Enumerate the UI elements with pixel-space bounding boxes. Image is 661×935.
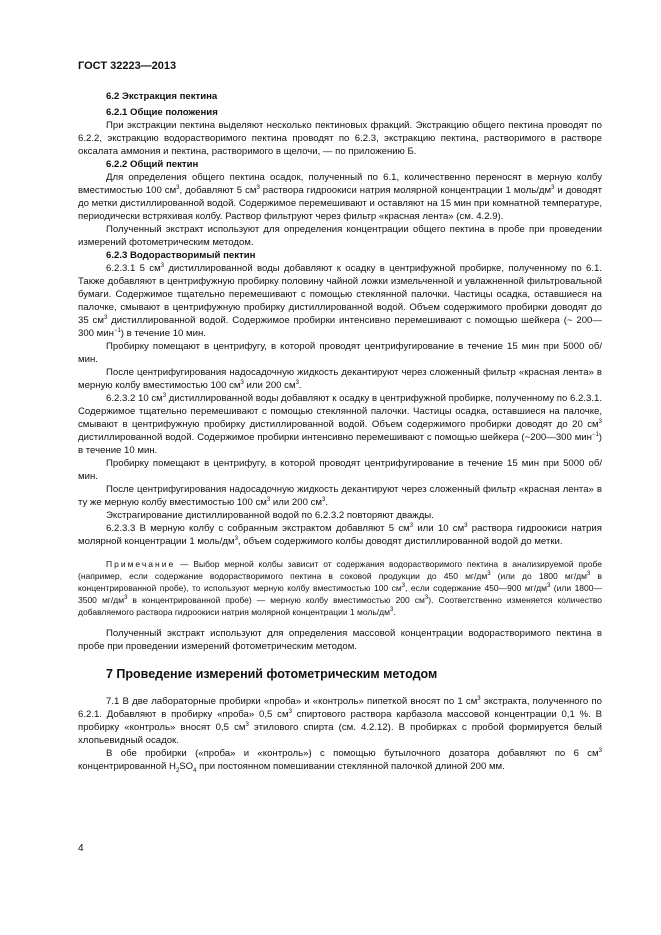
section-6-2-title: 6.2 Экстракция пектина xyxy=(106,91,218,102)
paragraph: 6.2.3.1 5 $см^3$ дистиллированной воды добавляют к осадку в центрифужной пробирке, полученному по 6.1. Также добавляют в центрифужную пробирку половину чайной ложки измельченной и увлажненной фильтровальной бумаги. Содержимое тщательно перемешивают с помощью стеклянной палочки. Частицы осадка, оставшиеся на палочке, смывают в центрифужную пробирку дистиллированной водой. Объем содержимого пробирки доводят до 35 $см^3$ дистиллированной водой. Содержимое пробирки интенсивно перемешивают с помощью шейкера (~ 200—300 мин$^{-1}$) в течение 10 мин. xyxy=(78,262,602,339)
paragraph: 6.2.3.2 10 $см^3$ дистиллированной воды добавляют к осадку в центрифужной пробирке, полученному по 6.2.3.1. Содержимое тщательно перемешивают с помощью стеклянной палочки. Частицы осадка, оставшиеся на палочке, смывают в центрифужную пробирку дистиллированной водой. Объем содержимого пробирки доводят до 20 $см^3$ дистиллированной водой. Содержимое пробирки интенсивно перемешивают с помощью шейкера (~200—300 мин$^{-1}$) в течение 10 мин. xyxy=(78,392,602,456)
paragraph: При экстракции пектина выделяют несколько пектиновых фракций. Экстракцию общего пектина проводят по 6.2.2, экстракцию водорастворимого пектина проводят по 6.2.3, экстракцию пектина, растворимого в растворе оксалата аммония и пектина, растворимого в щелочи, — по приложению Б. xyxy=(78,120,602,157)
paragraph: Экстрагирование дистиллированной водой по 6.2.3.2 повторяют дважды. xyxy=(106,510,434,521)
paragraph: В обе пробирки («проба» и «контроль») с помощью бутылочного дозатора добавляют по 6 $см^3$ концентрированной $H_2SO_4$ при постоянном помешивании стеклянной палочкой длиной 200 мм. xyxy=(78,747,602,774)
paragraph: После центрифугирования надосадочную жидкость декантируют через сложенный фильтр «красная лента» в ту же мерную колбу вместимостью 100 $см^3$ или 200 $см^3$. xyxy=(78,484,602,508)
paragraph: После центрифугирования надосадочную жидкость декантируют через сложенный фильтр «красная лента» в мерную колбу вместимостью 100 $см^3$ или 200 $см^3$. xyxy=(78,367,602,391)
section-6-2-1-title: 6.2.1 Общие положения xyxy=(106,107,218,118)
paragraph: Полученный экстракт используют для определения концентрации общего пектина в пробе при проведении измерений фотометрическим методом. xyxy=(78,224,602,248)
document-body xyxy=(78,90,602,773)
section-6-2-3-title: 6.2.3 Водорастворимый пектин xyxy=(106,250,256,261)
note-block: Примечание — Выбор мерной колбы зависит от содержания водорастворимого пектина в анализируемой пробе (например, если содержание водорастворимого пектина в соковой продукции до 450 $мг/дм^3$ (или до 1800 $мг/дм^3$ в концентрированной пробе), то используют мерную колбу вместимостью 100 $см^3$, если содержание 450—900 $мг/дм^3$ (или 1800—3500 $мг/дм^3$ в концентрированной пробе) — мерную колбу вместимостью 200 $см^3$). Соответственно изменяется количество добавляемого раствора гидроокиси натрия молярной концентрации 1 моль/$дм^3$. xyxy=(78,559,603,617)
paragraph: 6.2.3.3 В мерную колбу с собранным экстрактом добавляют 5 $см^3$ или 10 $см^3$ раствора гидроокиси натрия молярной концентрации 1 моль/$дм^3$, объем содержимого колбы доводят дистиллированной водой до метки. xyxy=(78,522,602,547)
paragraph: 7.1 В две лабораторные пробирки «проба» и «контроль» пипеткой вносят по 1 $см^3$ экстракта, полученного по 6.2.1. Добавляют в пробирку «проба» 0,5 $см^3$ спиртового раствора карбазола массовой концентрации 0,1 %. В пробирку «контроль» вносят 0,5 $см^3$ этилового спирта (см. 4.2.12). В пробирках с пробой формируется белый хлопьевидный осадок. xyxy=(78,695,602,746)
section-6-2-2-title: 6.2.2 Общий пектин xyxy=(106,159,199,170)
paragraph: Пробирку помещают в центрифугу, в которой проводят центрифугирование в течение 15 мин при 5000 об/мин. xyxy=(78,341,602,365)
document-header: ГОСТ 32223—2013 xyxy=(78,60,177,72)
paragraph: Полученный экстракт используют для определения массовой концентрации водорастворимого пектина в пробе при проведении измерений фотометрическим методом. xyxy=(78,628,602,652)
paragraph: Для определения общего пектина осадок, полученный по 6.1, количественно переносят в мерную колбу вместимостью 100 $см^3$, добавляют 5 $см^3$ раствора гидроокиси натрия молярной концентрации 1 моль/$дм^3$ и доводят до метки дистиллированной водой. Содержимое перемешивают и оставляют на 15 мин при комнатной температуре, периодически встряхивая колбу. Раствор фильтруют через фильтр «красная лента» (см. 4.2.9). xyxy=(78,172,602,222)
section-7-title: 7 Проведение измерений фотометрическим методом xyxy=(106,667,438,681)
page-number: 4 xyxy=(78,843,84,854)
paragraph: Пробирку помещают в центрифугу, в которой проводят центрифугирование в течение 15 мин при 5000 об/мин. xyxy=(78,458,602,482)
note-label: Примечание xyxy=(106,559,176,569)
